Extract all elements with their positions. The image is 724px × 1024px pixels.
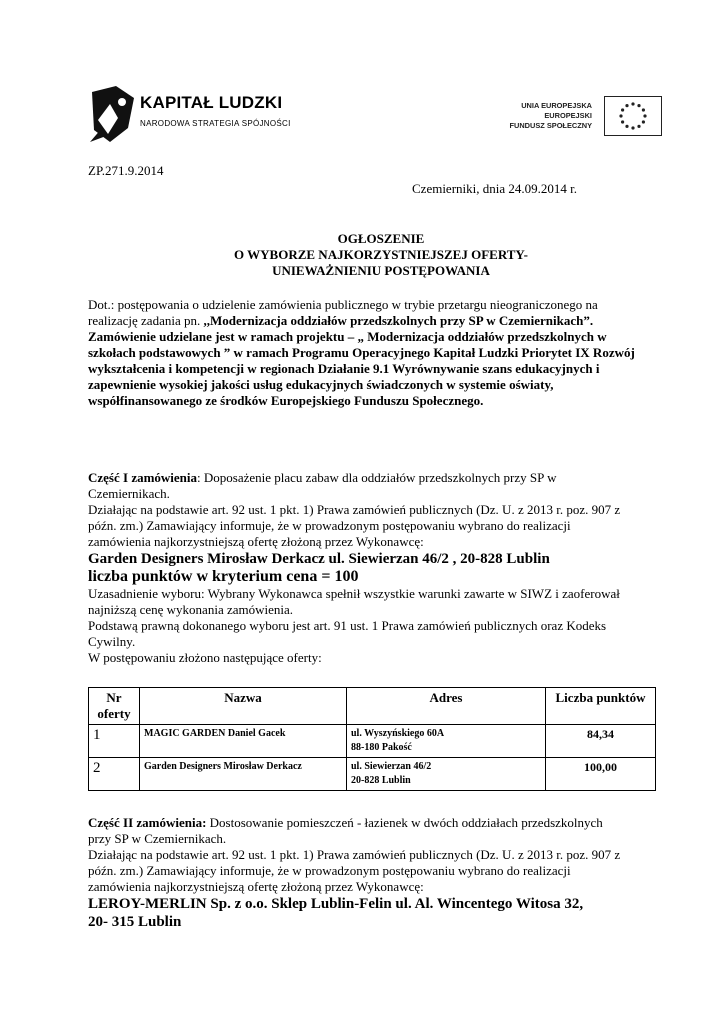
part2-title-line (88, 815, 624, 847)
part1-offers-intro: W postępowaniu złożono następujące oferty: (88, 650, 322, 665)
row-address-line-1: ul. Siewierzan 46/2 (351, 761, 432, 772)
date-line: Czemierniki, dnia 24.09.2014 r. (412, 181, 578, 196)
part1-points: liczba punktów w kryterium cena = 100 (88, 568, 359, 585)
part2-desc: Dostosowanie pomieszczeń - łazienek w dwóch oddziałach przedszkolnych przy SP w Czemiernikach. (88, 815, 603, 846)
heading-line-2: O WYBORZE NAJKORZYSTNIEJSZEJ OFERTY- (234, 247, 528, 262)
row-points: 84,34 (546, 725, 656, 758)
kapital-ludzki-title: KAPITAŁ LUDZKI (140, 93, 283, 112)
offers-table-header (89, 688, 656, 725)
eu-flag-icon (604, 96, 662, 136)
row-address-line-1: ul. Wyszyńskiego 60A (351, 728, 445, 739)
eu-text-block (442, 101, 592, 131)
part2-block (88, 815, 624, 931)
part1-block (88, 470, 624, 666)
reference-number: ZP.271.9.2014 (88, 163, 164, 178)
part1-justification: Uzasadnienie wyboru: Wybrany Wykonawca spełnił wszystkie warunki zawarte w SIWZ i zaoferował najniższą cenę wykonania zamówienia. (88, 586, 620, 617)
part1-title-line (88, 470, 624, 502)
announcement-heading (88, 231, 674, 279)
heading-line-3: UNIEWAŻNIENIU POSTĘPOWANIA (272, 263, 490, 278)
part2-basis: Działając na podstawie art. 92 ust. 1 pkt. 1) Prawa zamówień publicznych (Dz. U. z 2013 r. poz. 907 z późn. zm.) Zamawiający informuje, że w prowadzonym postępowaniu wybrano do realizacji zamówienia najkorzystniejszą ofertę złożoną przez Wykonawcę: (88, 847, 621, 894)
part1-desc: : Doposażenie placu zabaw dla oddziałów przedszkolnych przy SP w Czemiernikach. (88, 470, 557, 501)
row-address-line-2: 20-828 Lublin (351, 775, 411, 786)
kapital-ludzki-emblem-icon (88, 84, 138, 146)
col-nr: Nr oferty (89, 688, 140, 725)
part1-basis: Działając na podstawie art. 92 ust. 1 pkt. 1) Prawa zamówień publicznych (Dz. U. z 2013 r. poz. 907 z późn. zm.) Zamawiający informuje, że w prowadzonym postępowaniu wybrano do realizacji zamówienia najkorzystniejszą ofertę złożoną przez Wykonawcę: (88, 502, 621, 549)
row-name: MAGIC GARDEN Daniel Gacek (140, 725, 347, 758)
part1-legal: Podstawą prawną dokonanego wyboru jest art. 91 ust. 1 Prawa zamówień publicznych oraz Kodeks Cywilny. (88, 618, 607, 649)
kapital-ludzki-subtitle: NARODOWA STRATEGIA SPÓJNOŚCI (140, 119, 291, 128)
part2-label: Część II zamówienia: (88, 815, 207, 830)
eu-line-2: EUROPEJSKI (544, 111, 592, 120)
dot-project: ,,Modernizacja oddziałów przedszkolnych przy SP w Czemiernikach”. Zamówienie udzielane jest w ramach projektu – „ Modernizacja oddziałów przedszkolnych w szkołach podstawowych ” w ramach Programu Operacyjnego Kapitał Ludzki Priorytet IX Rozwój wykształcenia i kompetencji w regionach Działanie 9.1 Wyrównywanie szans edukacyjnych i zapewnienie wysokiej jakości usług edukacyjnych świadczonych w systemie oświaty, współfinansowanego ze środków Europejskiego Funduszu Społecznego. (88, 313, 635, 408)
eu-line-1: UNIA EUROPEJSKA (521, 101, 592, 110)
col-name: Nazwa (140, 688, 347, 725)
row-points: 100,00 (546, 758, 656, 791)
col-points: Liczba punktów (546, 688, 656, 725)
dot-intro: Dot.: postępowania o udzielenie zamówienia publicznego w trybie przetargu nieograniczonego na realizację zadania pn. (88, 297, 598, 328)
heading-line-1: OGŁOSZENIE (337, 231, 425, 246)
part2-winner: LEROY-MERLIN Sp. z o.o. Sklep Lublin-Felin ul. Al. Wincentego Witosa 32, 20- 315 Lublin (88, 896, 584, 930)
dot-paragraph (88, 297, 636, 409)
part1-winner: Garden Designers Mirosław Derkacz ul. Siewierzan 46/2 , 20-828 Lublin (88, 551, 550, 567)
row-address (347, 725, 546, 758)
table-row (89, 725, 656, 758)
row-name: Garden Designers Mirosław Derkacz (140, 758, 347, 791)
offers-table (88, 687, 656, 791)
eu-line-3: FUNDUSZ SPOŁECZNY (509, 121, 592, 130)
row-nr: 1 (89, 725, 140, 758)
row-nr: 2 (89, 758, 140, 791)
row-address (347, 758, 546, 791)
part1-label: Część I zamówienia (88, 470, 198, 485)
table-row (89, 758, 656, 791)
col-address: Adres (347, 688, 546, 725)
row-address-line-2: 88-180 Pakość (351, 742, 412, 753)
